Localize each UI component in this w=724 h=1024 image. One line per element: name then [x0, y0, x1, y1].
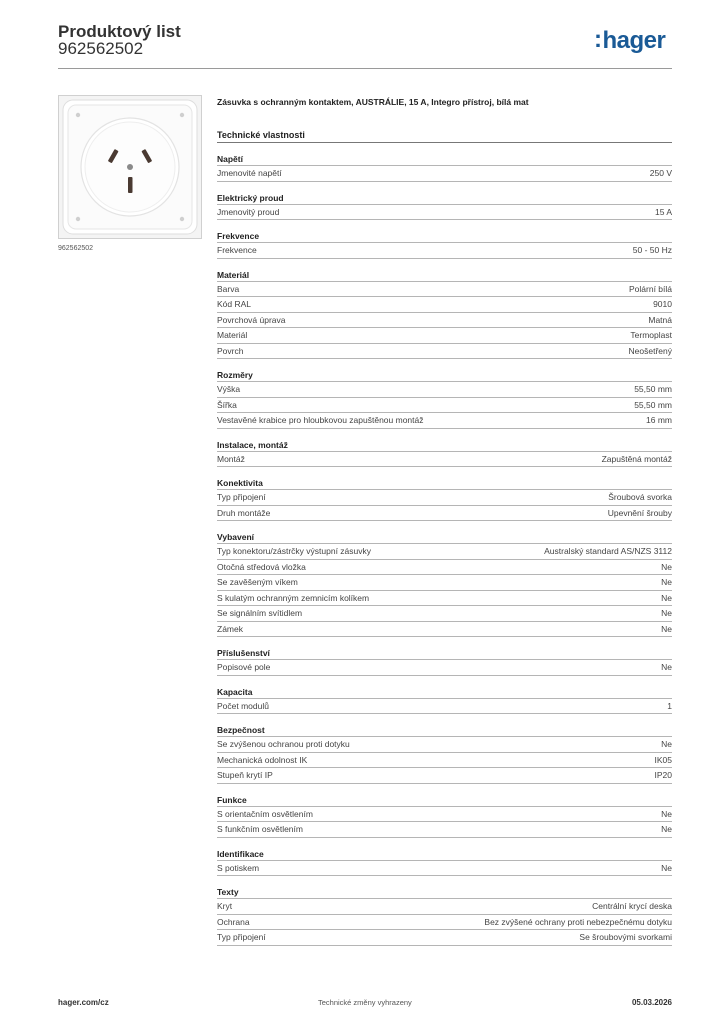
property-row [217, 898, 672, 914]
property-label: Otočná středová vložka [217, 561, 306, 572]
group-rows [217, 381, 672, 429]
property-row [217, 590, 672, 606]
property-row [217, 505, 672, 522]
property-label: Mechanická odolnost IK [217, 754, 308, 765]
property-label: Typ připojení [217, 932, 266, 943]
property-label: Ochrana [217, 916, 250, 927]
group-heading: Funkce [217, 794, 247, 805]
group-heading: Frekvence [217, 231, 260, 241]
property-label: S funkčním osvětlením [217, 824, 303, 835]
group-rows [217, 165, 672, 182]
property-label: Povrchová úprava [217, 314, 286, 325]
product-number: 962562502 [58, 39, 144, 58]
property-label: Jmenovité napětí [217, 168, 282, 179]
property-row [217, 559, 672, 575]
property-value: Termoplast [630, 330, 672, 341]
property-value: 16 mm [646, 415, 672, 426]
property-label: Se signálním svítidlem [217, 608, 303, 619]
property-value: 9010 [653, 299, 672, 310]
property-row [217, 489, 672, 505]
property-row [217, 543, 672, 559]
group-heading: Napětí [217, 154, 243, 164]
group-heading: Instalace, montáž [217, 439, 288, 450]
property-label: Se zvýšenou ochranou proti dotyku [217, 739, 350, 750]
group-rows [217, 543, 672, 637]
property-row [217, 806, 672, 822]
property-value: Ne [661, 623, 672, 634]
property-value: Ne [661, 739, 672, 750]
property-label: Vestavěné krabice pro hloubkovou zapuštěnou montáž [217, 415, 424, 426]
property-label: S kulatým ochranným zemnicím kolíkem [217, 592, 370, 603]
property-label: Stupeň krytí IP [217, 770, 273, 781]
property-row [217, 767, 672, 784]
group-heading: Elektrický proud [217, 192, 284, 203]
property-label: Barva [217, 283, 240, 294]
property-value: Ne [661, 577, 672, 588]
group-heading: Texty [217, 887, 239, 897]
section-heading: Technické vlastnosti [217, 128, 672, 143]
properties-list [217, 153, 672, 946]
property-value: 55,50 mm [634, 399, 672, 410]
group-rows [217, 489, 672, 521]
product-description: Zásuvka s ochranným kontaktem, AUSTRÁLIE, 15 A, Integro přístroj, bílá mat [217, 97, 529, 107]
group-rows [217, 281, 672, 360]
property-label: Frekvence [217, 245, 257, 256]
property-value: 250 V [649, 168, 672, 179]
property-row [217, 621, 672, 638]
property-row [217, 821, 672, 838]
property-row [217, 296, 672, 312]
property-row [217, 752, 672, 768]
group-rows [217, 698, 672, 715]
property-value: Bez zvýšené ochrany proti nebezpečnému dotyku [484, 916, 672, 927]
property-label: Kryt [217, 901, 233, 912]
property-row [217, 412, 672, 429]
group-rows [217, 204, 672, 221]
property-row [217, 860, 672, 877]
property-row [217, 698, 672, 715]
logo-text: hager [602, 27, 666, 54]
property-row [217, 451, 672, 468]
property-label: Montáž [217, 453, 245, 464]
property-value: 55,50 mm [634, 384, 672, 395]
property-label: Typ připojení [217, 492, 266, 503]
hager-logo: :hager [594, 26, 666, 54]
property-value: Ne [661, 608, 672, 619]
property-row [217, 242, 672, 259]
footer-note: Technické změny vyhrazeny [318, 998, 412, 1007]
property-value: Ne [661, 862, 672, 873]
property-value: Neošetřený [628, 345, 672, 356]
group-rows [217, 659, 672, 676]
property-row [217, 574, 672, 590]
property-row [217, 397, 672, 413]
property-row [217, 659, 672, 676]
footer-date: 05.03.2026 [631, 998, 672, 1007]
property-value: Ne [661, 824, 672, 835]
group-rows [217, 242, 672, 259]
group-heading: Příslušenství [217, 648, 270, 658]
property-label: S potiskem [217, 862, 260, 873]
property-label: Počet modulů [217, 700, 269, 711]
group-rows [217, 806, 672, 838]
property-label: Se zavěšeným víkem [217, 577, 298, 588]
group-heading: Bezpečnost [217, 725, 265, 735]
property-row [217, 736, 672, 752]
property-row [217, 343, 672, 360]
property-value: Centrální krycí deska [592, 901, 672, 912]
property-value: Australský standard AS/NZS 3112 [544, 546, 672, 557]
property-value: Polární bílá [629, 283, 672, 294]
group-heading: Konektivita [217, 478, 263, 488]
group-heading: Materiál [217, 269, 250, 280]
property-value: Upevnění šrouby [607, 507, 672, 518]
group-rows [217, 451, 672, 468]
property-value: Ne [661, 808, 672, 819]
group-heading: Identifikace [217, 848, 264, 859]
property-value: 50 - 50 Hz [632, 245, 672, 256]
property-label: S orientačním osvětlením [217, 808, 313, 819]
group-heading: Kapacita [217, 686, 253, 697]
property-value: Ne [661, 561, 672, 572]
property-label: Druh montáže [217, 507, 271, 518]
property-label: Jmenovitý proud [217, 206, 280, 217]
product-details [217, 95, 672, 946]
property-row [217, 605, 672, 621]
property-row [217, 204, 672, 221]
property-label: Materiál [217, 330, 248, 341]
page-title: Produktový list [58, 22, 181, 41]
property-label: Zámek [217, 623, 243, 634]
group-rows [217, 736, 672, 784]
property-row [217, 914, 672, 930]
property-label: Popisové pole [217, 662, 271, 673]
property-value: Ne [661, 662, 672, 673]
property-row [217, 381, 672, 397]
property-label: Výška [217, 384, 241, 395]
group-rows [217, 898, 672, 946]
property-row [217, 281, 672, 297]
property-value: Šroubová svorka [608, 492, 672, 503]
group-heading: Vybavení [217, 532, 255, 542]
property-value: 15 A [654, 206, 672, 217]
image-caption: 962562502 [58, 245, 94, 252]
property-row [217, 929, 672, 946]
property-value: Matná [648, 314, 672, 325]
property-row [217, 165, 672, 182]
property-label: Kód RAL [217, 299, 252, 310]
header-divider [58, 68, 672, 69]
property-value: Ne [661, 592, 672, 603]
property-label: Typ konektoru/zástrčky výstupní zásuvky [217, 546, 372, 557]
group-rows [217, 860, 672, 877]
property-value: IP20 [654, 770, 672, 781]
property-value: Zapuštěná montáž [601, 453, 672, 464]
group-heading: Rozměry [217, 370, 253, 380]
property-row [217, 327, 672, 343]
socket-image [58, 95, 202, 239]
property-value: Se šroubovými svorkami [579, 932, 672, 943]
footer-website[interactable]: hager.com/cz [58, 998, 109, 1007]
property-row [217, 312, 672, 328]
property-value: IK05 [654, 754, 672, 765]
property-label: Šířka [217, 399, 237, 410]
property-label: Povrch [217, 345, 244, 356]
property-value: 1 [667, 700, 672, 711]
